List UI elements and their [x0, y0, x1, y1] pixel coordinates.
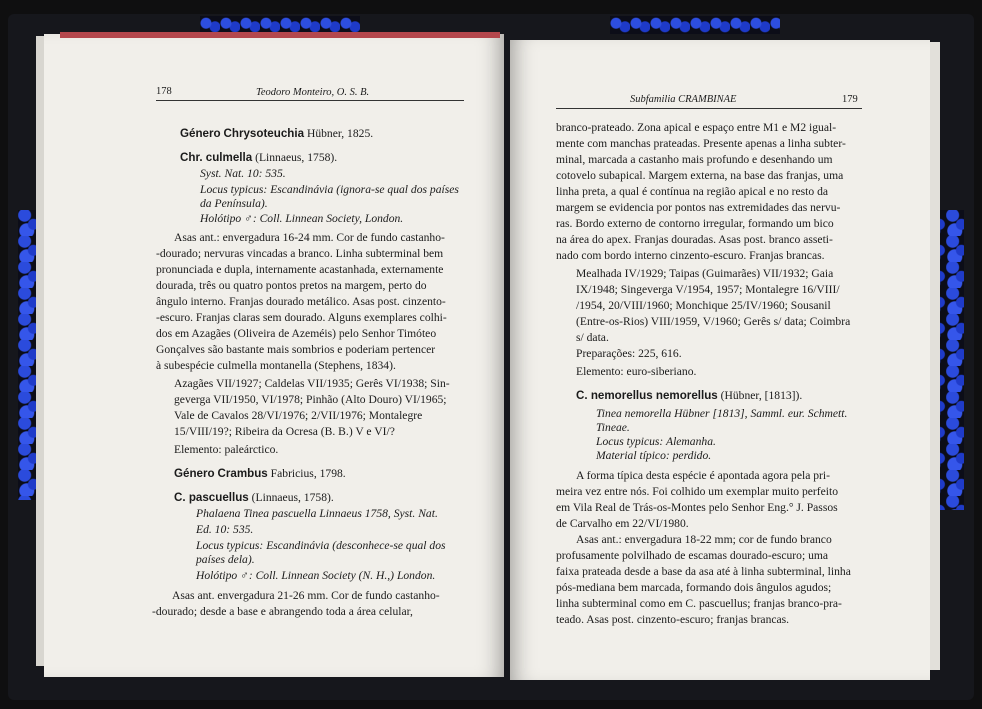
- page-top-edge-red: [60, 32, 500, 38]
- species-name: C. pascuellus: [174, 491, 249, 504]
- description-line: dos em Azagães (Oliveira de Azeméis) pelo Senhor Timóteo: [156, 327, 437, 340]
- preparations-line: Preparações: 225, 616.: [576, 347, 682, 360]
- description-line: Asas ant.: envergadura 16-24 mm. Cor de fundo castanho-: [174, 231, 445, 244]
- genus-prefix: Género: [180, 127, 221, 140]
- description-line: -dourado; nervuras vincadas a branco. Linha subterminal bem: [156, 247, 444, 260]
- genus-name: Crambus: [217, 467, 268, 480]
- locality-line: IX/1948; Singeverga V/1954, 1957; Montalegre 16/VIII/: [576, 283, 840, 296]
- species-ref-line: Locus typicus: Escandinávia (desconhece-se qual dos: [196, 539, 446, 552]
- species-heading: [576, 388, 802, 404]
- locality-line: /1954, 20/VIII/1960; Monchique 25/IV/1960; Sousanil: [576, 299, 831, 312]
- genus-name: Chrysoteuchia: [223, 127, 305, 140]
- left-page: [44, 34, 504, 677]
- species-ref-line: países dela).: [196, 553, 255, 566]
- description-line: linha subterminal como em C. pascuellus; franjas branco-pra-: [556, 597, 842, 610]
- genus-heading: [180, 126, 373, 142]
- header-rule: [156, 100, 464, 101]
- description-line: margem se evidencia por pontos nas extremidades das nervu-: [556, 201, 841, 214]
- description-line: dourada, três ou quatro pontos pretos na margem, perto do: [156, 279, 427, 292]
- description-line: profusamente polvilhado de escamas dourado-escuro; uma: [556, 549, 829, 562]
- species-ref-line: Locus typicus: Alemanha.: [596, 435, 716, 448]
- description-line: em Vila Real de Trás-os-Montes pelo Senhor Eng.° J. Passos: [556, 501, 838, 514]
- species-ref-line: Tinea nemorella Hübner [1813], Samml. eur. Schmett.: [596, 407, 848, 420]
- header-rule: [556, 108, 862, 109]
- description-line: A forma típica desta espécie é apontada agora pela pri-: [576, 469, 830, 482]
- species-ref-line: da Península).: [200, 197, 268, 210]
- species-ref-line: Ed. 10: 535.: [196, 523, 254, 536]
- locality-line: Vale de Cavalos 28/VI/1976; 2/VII/1976; Montalegre: [174, 409, 423, 422]
- description-line: nado com bordo interno cinzento-escuro. Franjas brancas.: [556, 249, 825, 262]
- running-head: Subfamilia CRAMBINAE: [630, 94, 737, 105]
- running-head: Teodoro Monteiro, O. S. B.: [256, 87, 370, 98]
- page-number: 179: [842, 94, 858, 105]
- description-line: pós-mediana bem marcada, formando dois ângulos agudos;: [556, 581, 832, 594]
- locality-line: Mealhada IV/1929; Taipas (Guimarães) VII/1932; Gaia: [576, 267, 834, 280]
- locality-line: (Entre-os-Rios) VIII/1959, V/1960; Gerês s/ data; Coimbra: [576, 315, 851, 328]
- locality-line: Azagães VII/1927; Caldelas VII/1935; Gerês VI/1938; Sin-: [174, 377, 450, 390]
- element-line: Elemento: euro-siberiano.: [576, 365, 697, 378]
- species-ref-line: Tineae.: [596, 421, 630, 434]
- description-line: minal, marcada a castanho mais profundo e desenhando um: [556, 153, 833, 166]
- species-ref-line: Holótipo ♂: Coll. Linnean Society (N. H.,) London.: [196, 569, 436, 582]
- marbled-endpaper-top-right: [610, 16, 780, 34]
- species-ref-line: Syst. Nat. 10: 535.: [200, 167, 286, 180]
- description-line: pronunciada e dupla, internamente acastanhada, externamente: [156, 263, 444, 276]
- species-ref-line: Phalaena Tinea pascuella Linnaeus 1758, Syst. Nat.: [196, 507, 438, 520]
- species-author: (Linnaeus, 1758).: [251, 491, 334, 504]
- description-line: -dourado; desde a base e abrangendo toda a área celular,: [152, 605, 413, 618]
- species-name: Chr. culmella: [180, 151, 253, 164]
- description-line: linha preta, a qual é contínua na região apical e no resto da: [556, 185, 829, 198]
- description-line: na área do apex. Franjas douradas. Asas post. branco asseti-: [556, 233, 833, 246]
- species-name: C. nemorellus nemorellus: [576, 389, 718, 402]
- description-line: Gonçalves são bastante mais sombrios e poderiam pertencer: [156, 343, 436, 356]
- description-line: branco-prateado. Zona apical e espaço entre M1 e M2 igual-: [556, 121, 837, 134]
- genus-prefix: Género: [174, 467, 215, 480]
- description-line: ângulo interno. Franjas dourado metálico. Asas post. cinzento-: [156, 295, 446, 308]
- description-line: -escuro. Franjas claras sem dourado. Alguns exemplares colhi-: [156, 311, 447, 324]
- description-line: à subespécie culmella montanella (Stephens, 1834).: [156, 359, 396, 372]
- species-ref-line: Material típico: perdido.: [596, 449, 712, 462]
- locality-line: 15/VIII/19?; Ribeira da Ocresa (B. B.) V e VI/?: [174, 425, 395, 438]
- page-number: 178: [156, 86, 172, 97]
- genus-heading: [174, 466, 346, 482]
- element-line: Elemento: paleárctico.: [174, 443, 279, 456]
- description-line: cotovelo subapical. Margem externa, na base das franjas, uma: [556, 169, 844, 182]
- description-line: meira vez entre nós. Foi colhido um exemplar muito perfeito: [556, 485, 839, 498]
- species-ref-line: Locus typicus: Escandinávia (ignora-se qual dos países: [200, 183, 459, 196]
- description-line: de Carvalho em 22/VI/1980.: [556, 517, 689, 530]
- description-line: Asas ant.: envergadura 18-22 mm; cor de fundo branco: [576, 533, 832, 546]
- description-line: mente com manchas prateadas. Presente apenas a linha subter-: [556, 137, 846, 150]
- genus-author: Hübner, 1825.: [306, 127, 374, 140]
- description-line: faixa prateada desde a base da asa até à linha subterminal, linha: [556, 565, 851, 578]
- species-ref-line: Holótipo ♂: Coll. Linnean Society, London.: [200, 212, 404, 225]
- description-line: Asas ant. envergadura 21-26 mm. Cor de fundo castanho-: [172, 589, 440, 602]
- species-heading: [180, 150, 337, 166]
- right-page: [510, 40, 930, 680]
- locality-line: geverga VII/1950, VI/1978; Pinhão (Alto Douro) VI/1965;: [174, 393, 447, 406]
- locality-line: s/ data.: [576, 331, 609, 344]
- species-heading: [174, 490, 334, 506]
- description-line: teado. Asas post. cinzento-escuro; franjas brancas.: [556, 613, 790, 626]
- description-line: ras. Bordo externo de contorno irregular, formando um bico: [556, 217, 834, 230]
- species-author: (Hübner, [1813]).: [720, 389, 803, 402]
- genus-author: Fabricius, 1798.: [270, 467, 346, 480]
- species-author: (Linnaeus, 1758).: [255, 151, 338, 164]
